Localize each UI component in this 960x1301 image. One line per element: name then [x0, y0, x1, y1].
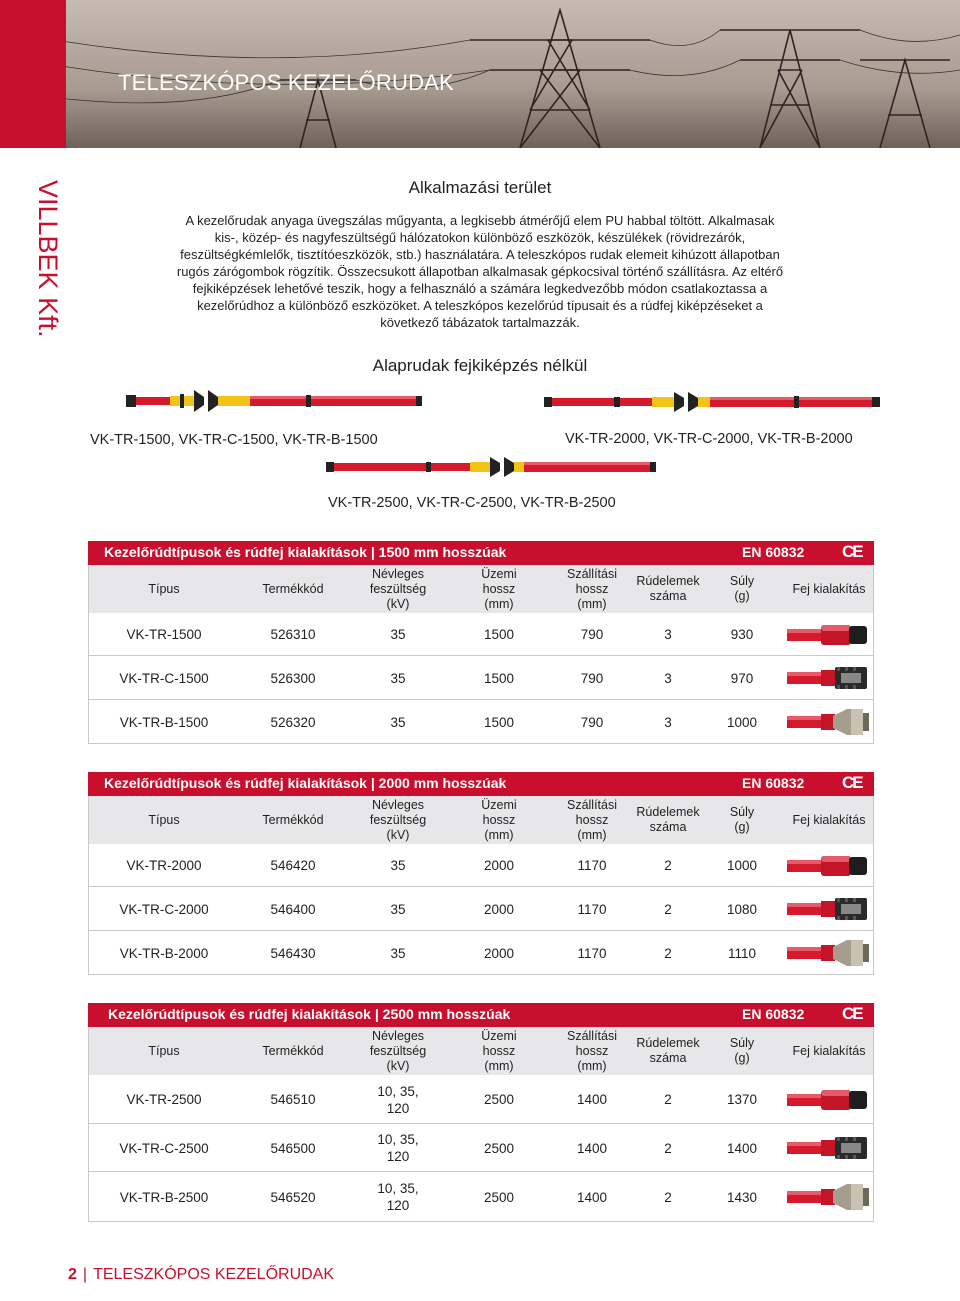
- cell-uzemi: 2500: [483, 1189, 515, 1205]
- column-header-line: hossz: [482, 1043, 516, 1058]
- table-title-bar: [88, 541, 874, 565]
- column-header-nevleges: [346, 796, 450, 844]
- table-title: Kezelőrúdtípusok és rúdfej kialakítások | 2000 mm hosszúak: [104, 775, 507, 791]
- column-header-line: Üzemi: [481, 797, 517, 812]
- page-number: 2: [68, 1266, 77, 1283]
- table-right-border: [873, 1027, 874, 1222]
- cell-elem: 2: [664, 1140, 672, 1156]
- cell-suly: 1000: [726, 714, 758, 730]
- cell-head-image: [784, 1075, 874, 1124]
- cell-kod: 526310: [270, 627, 316, 642]
- page-title: TELESZKÓPOS KEZELŐRUDAK: [118, 70, 454, 95]
- cell-uzemi: 2000: [483, 945, 515, 961]
- claw-black-head-icon: [787, 663, 871, 693]
- cell-uzemi: 1500: [483, 670, 515, 686]
- column-header-suly: [700, 796, 784, 844]
- cell-kod: 526320: [270, 714, 316, 730]
- cell-head-image: [784, 887, 874, 931]
- cell-tipus: VK-TR-1500: [126, 627, 202, 642]
- cell-kod: 546430: [270, 945, 316, 961]
- cell-tipus: VK-TR-C-2500: [119, 1140, 209, 1156]
- column-header-line: Szállítási: [566, 566, 618, 581]
- cell-kv: 35: [390, 901, 406, 917]
- table-left-border: [88, 796, 89, 975]
- table-row: [88, 844, 874, 887]
- rod-1500-image: [126, 388, 426, 414]
- cell-szall: 1400: [576, 1189, 608, 1205]
- cell-suly: 1430: [726, 1189, 758, 1205]
- header-banner: [0, 0, 960, 148]
- rod-2000-label: VK-TR-2000, VK-TR-C-2000, VK-TR-B-2000: [565, 431, 853, 447]
- cell-kod: 546510: [270, 1092, 316, 1107]
- table-title: Kezelőrúdtípusok és rúdfej kialakítások | 1500 mm hosszúak: [104, 544, 507, 560]
- cell-kv: [346, 1172, 450, 1222]
- cell-kod: 546500: [270, 1140, 316, 1156]
- table-left-border: [88, 565, 89, 744]
- cell-elem: 2: [664, 1092, 672, 1107]
- table-row: [88, 656, 874, 700]
- column-header-uzemi: [450, 796, 548, 844]
- column-header-line: hossz: [575, 1043, 609, 1058]
- column-header-line: (mm): [577, 827, 607, 842]
- column-header-suly: [700, 565, 784, 613]
- table-row: [88, 1124, 874, 1172]
- bell-grey-head-icon: [787, 938, 871, 968]
- cell-elem: 2: [664, 945, 672, 961]
- text-line: fejkiképzések lehetővé teszik, hogy a felhasználó a számára legkedvezőbb módon csatlakoztassa a: [192, 281, 768, 296]
- cell-head-image: [784, 700, 874, 744]
- cell-szall: 1400: [576, 1092, 608, 1107]
- column-header-row: [88, 796, 874, 844]
- table-left-border: [88, 1027, 89, 1222]
- column-header-fej: Fej kialakítás: [792, 812, 866, 827]
- cell-elem: 2: [664, 858, 672, 873]
- column-header-line: Súly: [729, 805, 755, 819]
- column-header-line: (mm): [484, 596, 514, 611]
- column-header-line: (kV): [386, 596, 410, 611]
- brand-red-strip: [0, 0, 66, 148]
- cell-suly: 970: [730, 670, 754, 686]
- column-header-line: (mm): [577, 1058, 607, 1073]
- column-header-line: Súly: [729, 1036, 755, 1050]
- column-header-szallitasi: [548, 565, 636, 613]
- cell-line: 120: [386, 1100, 410, 1116]
- cell-kv: 35: [390, 670, 406, 686]
- cell-elem: 3: [664, 714, 672, 730]
- column-header-line: Szállítási: [566, 1028, 618, 1043]
- column-header-line: Üzemi: [481, 566, 517, 581]
- cell-kod: 546520: [270, 1189, 316, 1205]
- standard-label: EN 60832: [742, 544, 805, 560]
- cell-tipus: VK-TR-2500: [126, 1092, 202, 1107]
- cell-uzemi: 2000: [483, 901, 515, 917]
- column-header-szallitasi: [548, 796, 636, 844]
- cell-elem: 2: [664, 1189, 672, 1205]
- footer-separator: |: [82, 1266, 88, 1283]
- cell-elem: 2: [664, 901, 672, 917]
- plain-red-head-icon: [787, 1085, 871, 1115]
- rod-2000-image: [544, 390, 884, 414]
- column-header-line: (mm): [484, 1058, 514, 1073]
- cell-head-image: [784, 656, 874, 700]
- cell-line: 120: [386, 1149, 410, 1164]
- claw-black-head-icon: [787, 1133, 871, 1163]
- bell-grey-head-icon: [787, 707, 871, 737]
- cell-line: 10, 35,: [377, 1181, 419, 1196]
- column-header-line: Névleges: [371, 566, 425, 581]
- cell-suly: 1370: [726, 1092, 758, 1107]
- rod-1500-label: VK-TR-1500, VK-TR-C-1500, VK-TR-B-1500: [90, 432, 378, 448]
- cell-head-image: [784, 844, 874, 887]
- column-header-line: Súly: [729, 574, 755, 588]
- cell-line: 10, 35,: [377, 1083, 419, 1099]
- cell-szall: 1400: [576, 1140, 608, 1156]
- column-header-line: (g): [734, 820, 750, 834]
- product-table: [88, 541, 874, 744]
- text-line: kis-, közép- és nagyfeszültségű hálózatokon különböző eszközök, készülékek (rövidrezárók,: [214, 230, 746, 245]
- standard-label: EN 60832: [742, 775, 805, 791]
- column-header-rudelemek: [636, 796, 700, 844]
- cell-uzemi: 1500: [483, 627, 515, 642]
- column-header-line: (mm): [484, 827, 514, 842]
- table-row: [88, 700, 874, 744]
- column-header-line: Névleges: [371, 797, 425, 812]
- column-header-uzemi: [450, 565, 548, 613]
- column-header-line: feszültség: [369, 1043, 427, 1058]
- product-table: [88, 772, 874, 975]
- cell-szall: 1170: [577, 901, 607, 917]
- column-header-line: száma: [649, 589, 687, 603]
- cell-head-image: [784, 1172, 874, 1222]
- side-brand: [32, 180, 68, 360]
- text-line: rugós zárógombok rögzítik. Összecsukott állapotban alkalmasak gépkocsival történő szállításra. Az eltérő: [176, 264, 784, 279]
- cell-tipus: VK-TR-B-2500: [119, 1189, 209, 1205]
- column-header-nevleges: [346, 565, 450, 613]
- cell-kv: 35: [390, 627, 406, 642]
- cell-tipus: VK-TR-B-2000: [119, 945, 209, 961]
- column-header-line: Rúdelemek: [636, 1036, 700, 1050]
- text-line: feszültségkémlelők, tisztítóeszközök, stb.) használatára. A teleszkópos rudak elemeit kihúzott állapotban: [180, 247, 780, 262]
- standard-label: EN 60832: [742, 1006, 805, 1022]
- text-line: következő tábázatok tartalmazzák.: [380, 315, 580, 330]
- text-line: kezelőrúdhoz a különböző eszközöket. A teleszkópos kezelőrúd típusait és a rúdfej kiképzéseket a: [197, 298, 763, 313]
- cell-suly: 1080: [726, 901, 758, 917]
- column-header-termekkod: Termékkód: [262, 812, 324, 827]
- column-header-tipus: Típus: [148, 812, 180, 827]
- column-header-tipus: Típus: [148, 1043, 180, 1058]
- plain-red-head-icon: [787, 851, 871, 881]
- column-header-line: (kV): [386, 827, 410, 842]
- cell-kod: 546400: [270, 901, 316, 917]
- cell-suly: 1000: [726, 858, 758, 873]
- column-header-fej: Fej kialakítás: [792, 1043, 866, 1058]
- column-header-line: Névleges: [371, 1028, 425, 1043]
- ce-mark-icon: CE: [842, 1004, 862, 1023]
- table-row: [88, 887, 874, 931]
- cell-suly: 1400: [726, 1140, 758, 1156]
- column-header-fej: Fej kialakítás: [792, 581, 866, 596]
- column-header-line: hossz: [482, 581, 516, 596]
- claw-black-head-icon: [787, 894, 871, 924]
- column-header-nevleges: [346, 1027, 450, 1075]
- cell-uzemi: 2500: [483, 1092, 515, 1107]
- column-header-line: száma: [649, 1051, 687, 1065]
- footer-title: TELESZKÓPOS KEZELŐRUDAK: [93, 1266, 335, 1283]
- cell-szall: 1170: [577, 858, 607, 873]
- cell-kv: [346, 1075, 450, 1124]
- rod-2500-image: [326, 455, 658, 479]
- column-header-line: Rúdelemek: [636, 574, 700, 588]
- product-table: [88, 1003, 874, 1222]
- table-title: Kezelőrúdtípusok és rúdfej kialakítások | 2500 mm hosszúak: [108, 1006, 511, 1022]
- cell-elem: 3: [664, 670, 672, 686]
- cell-head-image: [784, 1124, 874, 1172]
- table-title-bar: [88, 1003, 874, 1027]
- table-title-bar: [88, 772, 874, 796]
- column-header-line: Szállítási: [566, 797, 618, 812]
- plain-red-head-icon: [787, 620, 871, 650]
- cell-head-image: [784, 931, 874, 975]
- cell-uzemi: 1500: [483, 714, 515, 730]
- application-text: [150, 212, 810, 331]
- column-header-line: (g): [734, 589, 750, 603]
- column-header-termekkod: Termékkód: [262, 1043, 324, 1058]
- cell-uzemi: 2000: [483, 858, 515, 873]
- cell-suly: 930: [730, 627, 754, 642]
- column-header-line: Üzemi: [481, 1028, 517, 1043]
- ce-mark-icon: CE: [842, 773, 862, 792]
- column-header-rudelemek: [636, 565, 700, 613]
- column-header-uzemi: [450, 1027, 548, 1075]
- cell-kv: 35: [390, 714, 406, 730]
- column-header-line: hossz: [482, 812, 516, 827]
- column-header-line: száma: [649, 820, 687, 834]
- cell-szall: 790: [580, 627, 604, 642]
- brand-name: VILLBEK Kft.: [33, 180, 63, 338]
- column-header-line: feszültség: [369, 581, 427, 596]
- column-header-line: (mm): [577, 596, 607, 611]
- cell-suly: 1110: [727, 945, 757, 961]
- table-right-border: [873, 565, 874, 744]
- cell-szall: 1170: [577, 945, 607, 961]
- column-header-suly: [700, 1027, 784, 1075]
- text-line: A kezelőrudak anyaga üvegszálas műgyanta, a legkisebb átmérőjű elem PU habbal töltött. Alkalmasak: [185, 213, 775, 228]
- column-header-termekkod: Termékkód: [262, 581, 324, 596]
- cell-szall: 790: [580, 714, 604, 730]
- cell-kv: 35: [390, 858, 406, 873]
- cell-kv: [346, 1124, 450, 1172]
- column-header-tipus: Típus: [148, 581, 180, 596]
- cell-kod: 526300: [270, 670, 316, 686]
- column-header-line: hossz: [575, 581, 609, 596]
- table-right-border: [873, 796, 874, 975]
- cell-tipus: VK-TR-2000: [126, 858, 202, 873]
- table-row: [88, 931, 874, 975]
- ce-mark-icon: CE: [842, 542, 862, 561]
- column-header-szallitasi: [548, 1027, 636, 1075]
- cell-line: 10, 35,: [377, 1132, 419, 1147]
- column-header-line: (kV): [386, 1058, 410, 1073]
- table-row: [88, 613, 874, 656]
- cell-kv: 35: [390, 945, 406, 961]
- cell-elem: 3: [664, 627, 672, 642]
- cell-uzemi: 2500: [483, 1140, 515, 1156]
- cell-head-image: [784, 613, 874, 656]
- bell-grey-head-icon: [787, 1182, 871, 1212]
- rod-2500-label: VK-TR-2500, VK-TR-C-2500, VK-TR-B-2500: [328, 495, 616, 511]
- cell-kod: 546420: [270, 858, 316, 873]
- column-header-row: [88, 1027, 874, 1075]
- column-header-line: feszültség: [369, 812, 427, 827]
- cell-tipus: VK-TR-C-1500: [119, 670, 209, 686]
- application-heading: Alkalmazási terület: [408, 178, 552, 197]
- cell-tipus: VK-TR-B-1500: [119, 714, 209, 730]
- rods-heading: Alaprudak fejkiképzés nélkül: [372, 356, 588, 375]
- column-header-line: Rúdelemek: [636, 805, 700, 819]
- cell-szall: 790: [580, 670, 604, 686]
- table-row: [88, 1172, 874, 1222]
- column-header-line: (g): [734, 1051, 750, 1065]
- footer: [68, 1266, 334, 1284]
- cell-line: 120: [386, 1198, 410, 1213]
- column-header-line: hossz: [575, 812, 609, 827]
- table-row: [88, 1075, 874, 1124]
- column-header-rudelemek: [636, 1027, 700, 1075]
- cell-tipus: VK-TR-C-2000: [119, 901, 209, 917]
- column-header-row: [88, 565, 874, 613]
